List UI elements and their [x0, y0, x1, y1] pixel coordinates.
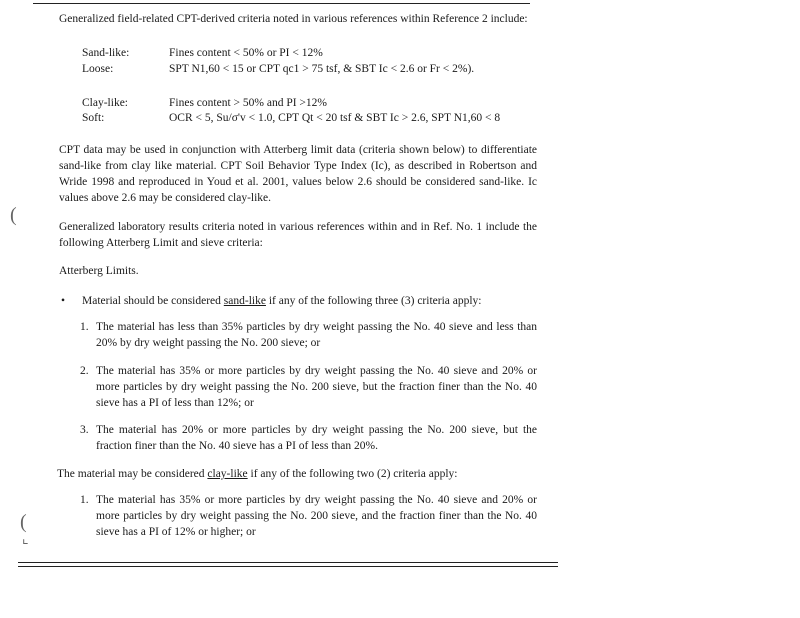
list-item: 1. The material has less than 35% particles by dry weight passing the No. 40 sieve and less than 20% by dry weight passing the No. 200 sieve; or — [80, 321, 537, 350]
clay-like-term: clay-like — [207, 468, 248, 481]
bullet-text: Material should be considered sand-like if any of the following three (3) criteria apply: — [82, 295, 482, 308]
criterion-clay-like — [59, 96, 537, 112]
sand-like-term: sand-like — [223, 295, 266, 308]
clay-like-criteria-list — [59, 493, 537, 541]
clay-like-intro: The material may be considered clay-like if any of the following two (2) criteria apply: — [57, 468, 458, 481]
atterberg-heading: Atterberg Limits. — [59, 265, 139, 278]
bottom-rule-double — [18, 566, 558, 567]
margin-mark: ( — [20, 511, 27, 533]
list-item: 1. The material has 35% or more particles by dry weight passing the No. 40 sieve and 20% or more particles by dry weight passing the No. 200 sieve, and the fraction finer than the No. 40 sieve has a PI of 12% or higher; or — [80, 494, 537, 538]
criterion-text: Fines content > 50% and PI >12% — [169, 96, 327, 109]
criterion-label: Sand-like: — [82, 46, 130, 59]
lab-criteria-paragraph: Generalized laboratory results criteria noted in various references within and in Ref. No. 1 include the following Atterberg Limit and sieve criteria: — [59, 220, 537, 249]
criterion-text: SPT N1,60 < 15 or CPT qc1 > 75 tsf, & SBT Ic < 2.6 or Fr < 2%). — [169, 62, 475, 75]
bullet-icon: • — [61, 295, 66, 308]
list-item: 3. The material has 20% or more particles by dry weight passing the No. 200 sieve, but the fraction finer than the No. 40 sieve has a PI of less than 20%. — [80, 424, 537, 453]
criterion-text: OCR < 5, Su/σ'v < 1.0, CPT Qt < 20 tsf & SBT Ic > 2.6, SPT N1,60 < 8 — [169, 112, 501, 125]
document-page — [59, 12, 537, 553]
criterion-label: Clay-like: — [82, 96, 128, 109]
intro-paragraph: Generalized field-related CPT-derived criteria noted in various references within Reference 2 include: — [59, 13, 528, 25]
margin-mark: ⌞ — [22, 532, 29, 547]
sand-like-bullet — [59, 294, 537, 310]
criterion-sand-like — [59, 46, 537, 62]
criterion-text: Fines content < 50% or PI < 12% — [169, 46, 323, 59]
list-item: 2. The material has 35% or more particles by dry weight passing the No. 40 sieve and 20% or more particles by dry weight passing the No. 200 sieve, but the fraction finer than the No. 40 sieve has a PI of less than 12%; or — [80, 364, 537, 409]
criterion-soft — [59, 111, 537, 127]
criterion-label: Soft: — [82, 112, 105, 125]
bottom-rule — [18, 562, 558, 563]
criterion-loose — [59, 62, 537, 78]
criterion-label: Loose: — [82, 62, 114, 75]
sand-like-criteria-list — [59, 320, 537, 455]
top-rule — [33, 3, 530, 4]
cpt-paragraph: CPT data may be used in conjunction with Atterberg limit data (criteria shown below) to differentiate sand-like from clay like material. CPT Soil Behavior Type Index (Ic), as described in Robertson and Wride 1998 and reproduced in Youd et al. 2001, values below 2.6 should be considered sand-like. Ic values above 2.6 may be considered clay-like. — [59, 144, 537, 204]
margin-mark: ( — [10, 204, 17, 226]
